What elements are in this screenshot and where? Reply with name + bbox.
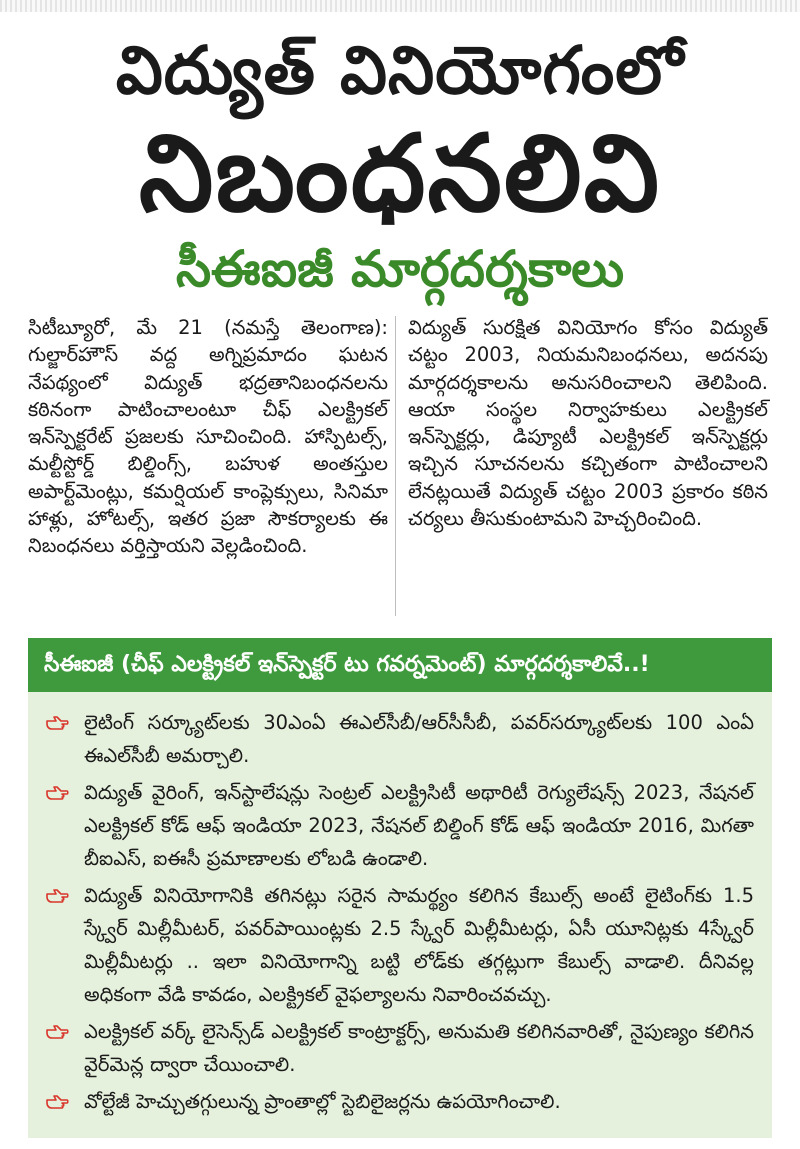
headline-line-1: విద్యుత్ వినియోగంలో bbox=[115, 32, 685, 109]
guidelines-box bbox=[28, 638, 772, 1138]
guidelines-box-title: సీఈఐజీ (చీఫ్ ఎలక్ట్రికల్ ఇన్‌స్పెక్టర్ టు గవర్నమెంట్) మార్గదర్శకాలివే..! bbox=[28, 638, 772, 692]
guideline-item bbox=[46, 776, 754, 875]
headline-line-2: నిబంధనలివి bbox=[139, 112, 661, 235]
guideline-text: వోల్టేజీ హెచ్చుతగ్గులున్న ప్రాంతాల్లో స్టెబిలైజర్లను ఉపయోగించాలి. bbox=[84, 1090, 561, 1113]
guideline-text: ఎలక్ట్రికల్ వర్క్ లైసెన్స్‌డ్ ఎలక్ట్రికల్ కాంట్రాక్టర్స్, అనుమతి కలిగినవారితో, నైపుణ్యం కలిగిన వైర్‌మెన్ల ద్వారా చేయించాలి. bbox=[84, 1020, 754, 1076]
guidelines-list bbox=[28, 692, 772, 1118]
guideline-item bbox=[46, 1085, 754, 1118]
column-divider bbox=[395, 316, 396, 616]
article-left-column: సిటీబ్యూరో, మే 21 (నమస్తే తెలంగాణ): గుల్జార్‌హౌస్ వద్ద అగ్నిప్రమాదం ఘటన నేపథ్యంలో విద్యుత్ భద్రతానిబంధనలను కఠినంగా పాటించాలంటూ చీఫ్ ఎలక్ట్రికల్ ఇన్‌స్పెక్టరేట్ ప్రజలకు సూచించింది. హాస్పిటల్స్, మల్టీస్టోర్డ్ బిల్డింగ్స్, బహుళ అంతస్తుల అపార్ట్‌మెంట్లు, కమర్షియల్ కాంప్లెక్సులు, సినిమా హాళ్లు, హోటల్స్, ఇతర ప్రజా సౌకర్యాలకు ఈ నిబంధనలు వర్తిస్తాయని వెల్లడించింది. bbox=[28, 316, 388, 558]
guideline-item bbox=[46, 879, 754, 1011]
pointing-hand-icon bbox=[46, 706, 70, 739]
guideline-text: లైటింగ్ సర్క్యూట్‌లకు 30ఎంఏ ఈఎల్‌సీబీ/ఆర్‌సీసీబీ, పవర్‌సర్క్యూట్‌లకు 100 ఎంఏ ఈఎల్‌సీబీ అమర్చాలి. bbox=[84, 711, 754, 767]
guideline-text: విద్యుత్ వైరింగ్, ఇన్‌స్టాలేషన్లు సెంట్రల్ ఎలక్ట్రిసిటీ అథారిటీ రెగ్యులేషన్స్ 2023, నేషనల్ ఎలక్ట్రికల్ కోడ్ ఆఫ్ ఇండియా 2023, నేషనల్ బిల్డింగ్ కోడ్ ఆఫ్ ఇండియా 2016, మిగతా బీఐఎస్, ఐఈసీ ప్రమాణాలకు లోబడి ఉండాలి. bbox=[84, 781, 754, 870]
pointing-hand-icon bbox=[46, 879, 70, 912]
pointing-hand-icon bbox=[46, 776, 70, 809]
page-top-strip bbox=[0, 0, 800, 12]
pointing-hand-icon bbox=[46, 1015, 70, 1048]
subheading: సీఈఐజీ మార్గదర్శకాలు bbox=[175, 240, 625, 298]
guideline-item bbox=[46, 706, 754, 772]
guideline-item bbox=[46, 1015, 754, 1081]
guideline-text: విద్యుత్ వినియోగానికి తగినట్లు సరైన సామర్థ్యం కలిగిన కేబుల్స్ అంటే లైటింగ్‌కు 1.5 స్క్వేర్ మిల్లీమీటర్, పవర్‌పాయింట్లకు 2.5 స్క్వేర్ మిల్లీమీటర్లు, ఏసీ యూనిట్లకు 4స్క్వేర్ మిల్లీమీటర్లు .. ఇలా వినియోగాన్ని బట్టి లోడ్‌కు తగ్గట్లుగా కేబుల్స్ వాడాలి. దీనివల్ల అధికంగా వేడి కావడం, ఎలక్ట్రికల్ వైఫల్యాలను నివారించవచ్చు. bbox=[84, 884, 754, 1006]
pointing-hand-icon bbox=[46, 1085, 70, 1118]
article-right-column: విద్యుత్ సురక్షిత వినియోగం కోసం విద్యుత్ చట్టం 2003, నియమనిబంధనలు, అదనపు మార్గదర్శకాలను అనుసరించాలని తెలిపింది. ఆయా సంస్థల నిర్వాహకులు ఎలక్ట్రికల్ ఇన్‌స్పెక్టర్లు, డిప్యూటీ ఎలక్ట్రికల్ ఇన్‌స్పెక్టర్లు ఇచ్చిన సూచనలను కచ్చితంగా పాటించాలని లేనట్లయితే విద్యుత్ చట్టం 2003 ప్రకారం కఠిన చర్యలు తీసుకుంటామని హెచ్చరించింది. bbox=[408, 316, 768, 531]
